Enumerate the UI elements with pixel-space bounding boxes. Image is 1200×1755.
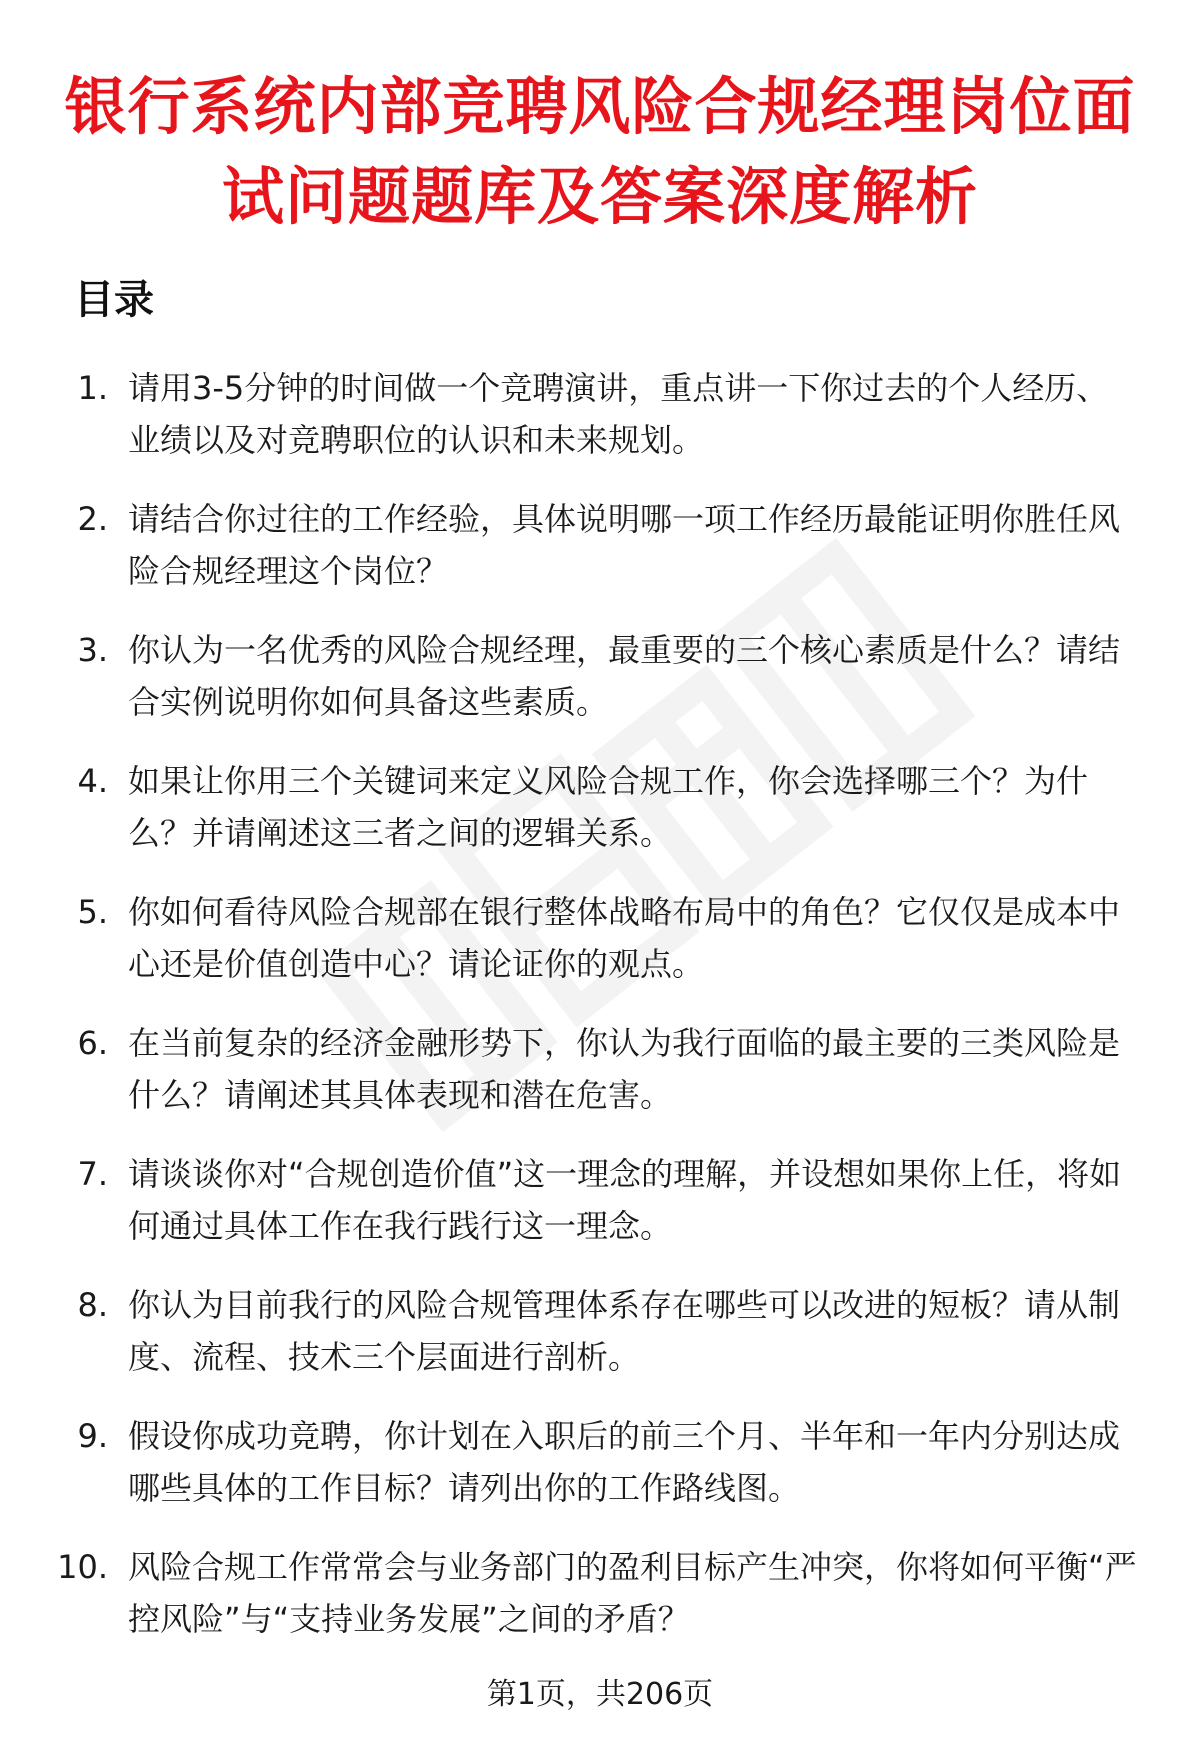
list-item <box>0 1017 1200 1148</box>
item-text: 在当前复杂的经济金融形势下，你认为我行面临的最主要的三类风险是什么？请阐述其具体表现和潜在危害。 <box>128 1024 1121 1114</box>
item-number: 2. <box>77 500 108 538</box>
item-text: 请谈谈你对“合规创造价值”这一理念的理解，并设想如果你上任，将如何通过具体工作在我行践行这一理念。 <box>128 1155 1122 1245</box>
item-number: 8. <box>77 1286 108 1324</box>
list-item <box>0 755 1200 886</box>
item-number: 9. <box>77 1417 108 1455</box>
list-item <box>0 886 1200 1017</box>
item-number: 6. <box>77 1024 108 1062</box>
item-text: 你认为目前我行的风险合规管理体系存在哪些可以改进的短板？请从制度、流程、技术三个层面进行剖析。 <box>128 1286 1121 1376</box>
page-title: 银行系统内部竞聘风险合规经理岗位面试问题题库及答案深度解析 <box>64 70 1136 233</box>
item-text: 假设你成功竞聘，你计划在入职后的前三个月、半年和一年内分别达成哪些具体的工作目标？请列出你的工作路线图。 <box>128 1417 1121 1507</box>
toc-heading: 目录 <box>74 277 154 323</box>
list-item <box>0 362 1200 493</box>
item-number: 5. <box>77 893 108 931</box>
page-footer: 第1页，共206页 <box>486 1677 714 1712</box>
list-item <box>0 1148 1200 1279</box>
list-item <box>0 493 1200 624</box>
question-list <box>0 362 1200 1672</box>
item-text: 你如何看待风险合规部在银行整体战略布局中的角色？它仅仅是成本中心还是价值创造中心？请论证你的观点。 <box>128 893 1121 983</box>
item-text: 请用3-5分钟的时间做一个竞聘演讲，重点讲一下你过去的个人经历、业绩以及对竞聘职位的认识和未来规划。 <box>128 369 1109 459</box>
item-number: 1. <box>77 369 108 407</box>
list-item <box>0 624 1200 755</box>
item-text: 你认为一名优秀的风险合规经理，最重要的三个核心素质是什么？请结合实例说明你如何具备这些素质。 <box>128 631 1121 721</box>
item-number: 10. <box>57 1548 108 1586</box>
list-item <box>0 1541 1200 1672</box>
item-text: 请结合你过往的工作经验，具体说明哪一项工作经历最能证明你胜任风险合规经理这个岗位？ <box>128 500 1121 590</box>
list-item <box>0 1410 1200 1541</box>
item-number: 7. <box>77 1155 108 1193</box>
item-number: 4. <box>77 762 108 800</box>
item-number: 3. <box>77 631 108 669</box>
list-item <box>0 1279 1200 1410</box>
item-text: 风险合规工作常常会与业务部门的盈利目标产生冲突，你将如何平衡“严控风险”与“支持业务发展”之间的矛盾？ <box>128 1548 1137 1638</box>
item-text: 如果让你用三个关键词来定义风险合规工作，你会选择哪三个？为什么？并请阐述这三者之间的逻辑关系。 <box>128 762 1089 852</box>
